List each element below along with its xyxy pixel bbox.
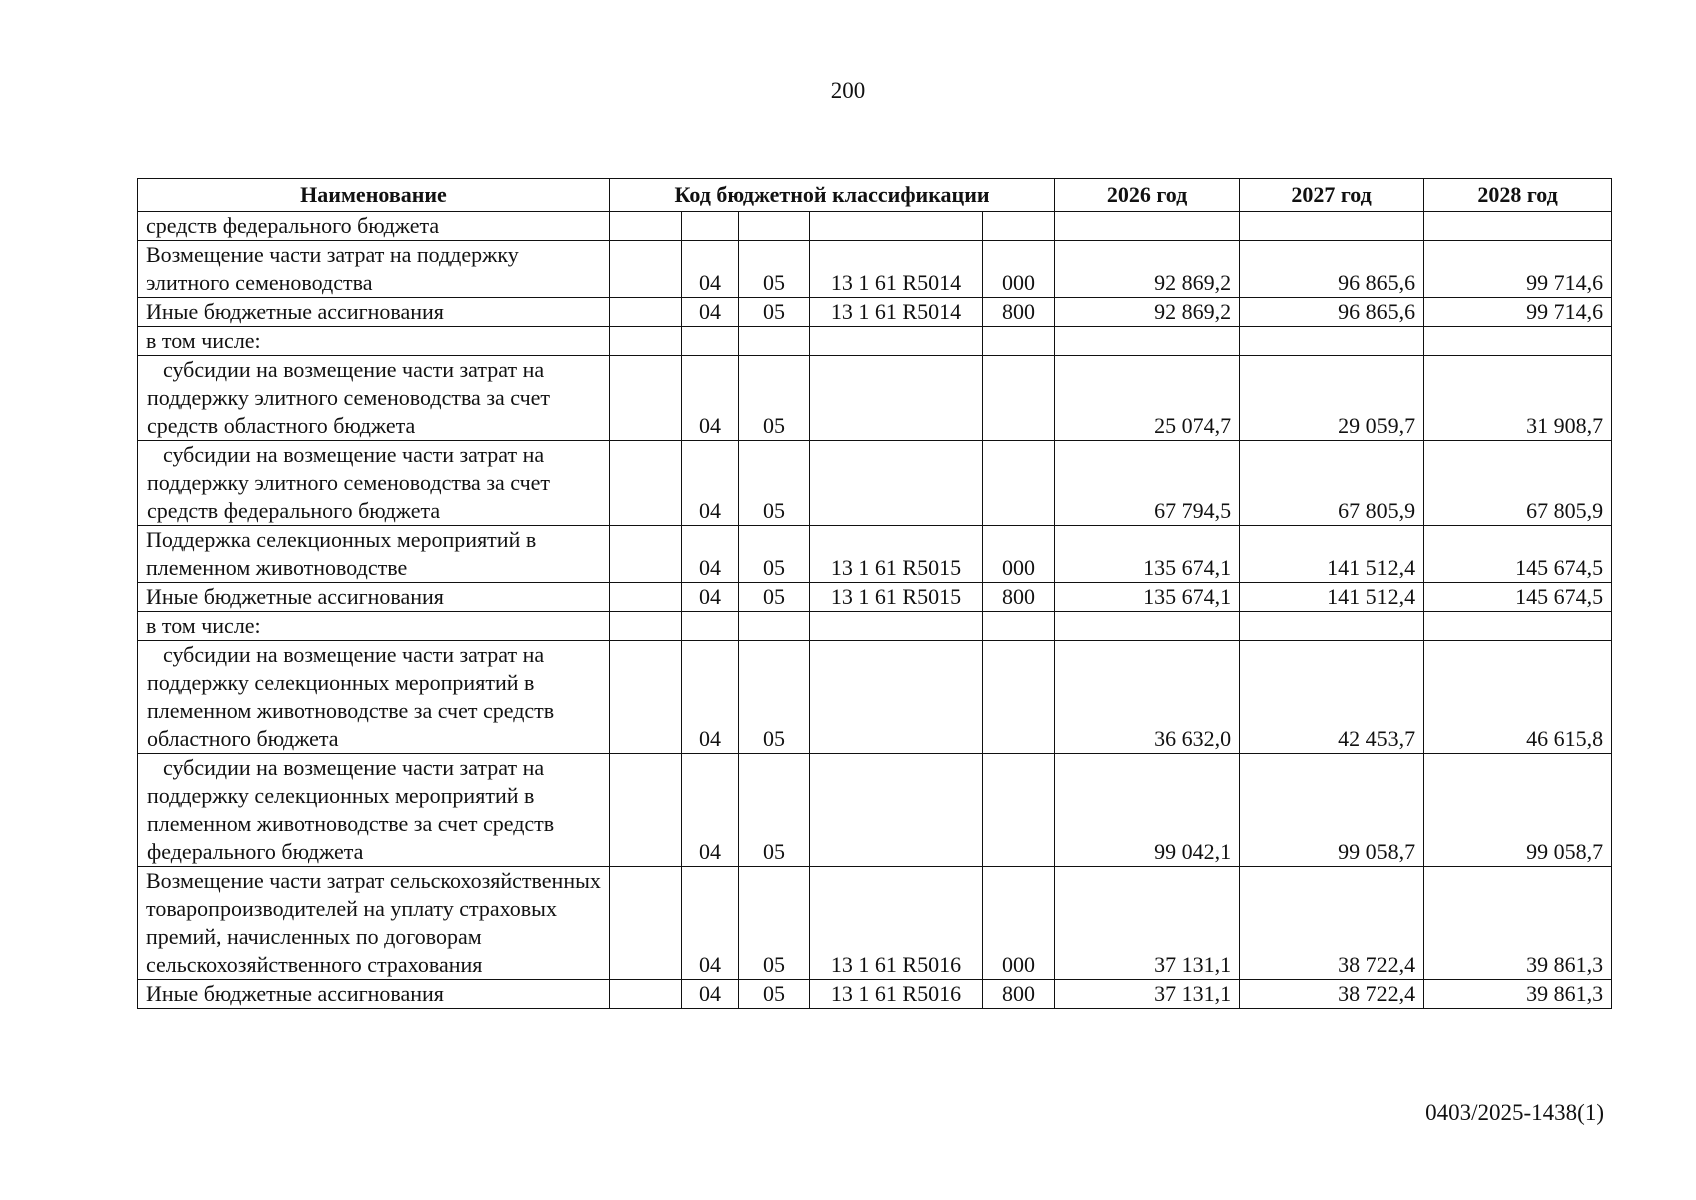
row-name: в том числе: [138,612,610,641]
budget-table [137,178,1612,1009]
code-cell-section [682,612,739,641]
value-2027 [1240,212,1424,241]
header-code: Код бюджетной классификации [610,179,1055,212]
header-2026: 2026 год [1055,179,1240,212]
row-name-text: субсидии на возмещение части затрат на поддержку элитного семеноводства за счет средств областного бюджета [147,357,551,438]
value-2026: 135 674,1 [1055,526,1240,583]
header-name: Наименование [138,179,610,212]
code-cell-expense-type: 800 [983,980,1055,1009]
code-cell-subsection: 05 [739,980,810,1009]
row-name: Иные бюджетные ассигнования [138,980,610,1009]
code-cell-expense-type [983,212,1055,241]
code-cell-section: 04 [682,526,739,583]
row-name [138,754,610,867]
row-name: Поддержка селекционных мероприятий в племенном животноводстве [138,526,610,583]
value-2026: 36 632,0 [1055,641,1240,754]
code-cell-target [810,327,983,356]
code-cell-subsection: 05 [739,356,810,441]
value-2027: 96 865,6 [1240,298,1424,327]
value-2028: 145 674,5 [1424,526,1612,583]
value-2027: 42 453,7 [1240,641,1424,754]
table-row [138,441,1612,526]
code-cell-1 [610,612,682,641]
table-row [138,980,1612,1009]
code-cell-expense-type: 000 [983,241,1055,298]
code-cell-expense-type: 800 [983,583,1055,612]
code-cell-section: 04 [682,754,739,867]
value-2028: 46 615,8 [1424,641,1612,754]
code-cell-1 [610,241,682,298]
table-row [138,867,1612,980]
code-cell-1 [610,212,682,241]
code-cell-section [682,212,739,241]
row-name: средств федерального бюджета [138,212,610,241]
value-2027 [1240,612,1424,641]
value-2027: 29 059,7 [1240,356,1424,441]
row-name-text: субсидии на возмещение части затрат на поддержку селекционных мероприятий в племенном животноводстве за счет средств областного бюджета [147,642,555,751]
row-name [138,356,610,441]
value-2026: 37 131,1 [1055,980,1240,1009]
value-2028: 31 908,7 [1424,356,1612,441]
code-cell-subsection: 05 [739,526,810,583]
table-row [138,641,1612,754]
row-name: Возмещение части затрат на поддержку элитного семеноводства [138,241,610,298]
table-row [138,526,1612,583]
code-cell-subsection: 05 [739,754,810,867]
value-2026: 37 131,1 [1055,867,1240,980]
table-row [138,356,1612,441]
value-2027: 67 805,9 [1240,441,1424,526]
value-2028: 39 861,3 [1424,980,1612,1009]
table-row [138,583,1612,612]
code-cell-target: 13 1 61 R5016 [810,980,983,1009]
value-2028: 39 861,3 [1424,867,1612,980]
code-cell-subsection: 05 [739,641,810,754]
code-cell-section: 04 [682,241,739,298]
row-name-text: субсидии на возмещение части затрат на поддержку селекционных мероприятий в племенном животноводстве за счет средств федерального бюджета [147,755,555,864]
value-2026 [1055,327,1240,356]
code-cell-expense-type [983,327,1055,356]
code-cell-expense-type [983,441,1055,526]
code-cell-subsection: 05 [739,583,810,612]
code-cell-target: 13 1 61 R5015 [810,583,983,612]
code-cell-section: 04 [682,867,739,980]
row-name: в том числе: [138,327,610,356]
code-cell-expense-type: 800 [983,298,1055,327]
value-2028 [1424,212,1612,241]
value-2027: 141 512,4 [1240,526,1424,583]
code-cell-expense-type [983,612,1055,641]
code-cell-subsection [739,612,810,641]
code-cell-target [810,356,983,441]
value-2026: 99 042,1 [1055,754,1240,867]
code-cell-1 [610,327,682,356]
value-2027: 38 722,4 [1240,980,1424,1009]
code-cell-subsection: 05 [739,867,810,980]
value-2026: 92 869,2 [1055,298,1240,327]
code-cell-1 [610,754,682,867]
code-cell-target [810,641,983,754]
table-body [138,212,1612,1009]
row-name: Иные бюджетные ассигнования [138,583,610,612]
value-2026: 135 674,1 [1055,583,1240,612]
code-cell-expense-type [983,754,1055,867]
code-cell-expense-type [983,641,1055,754]
code-cell-1 [610,867,682,980]
row-name-text: субсидии на возмещение части затрат на поддержку элитного семеноводства за счет средств федерального бюджета [147,442,551,523]
document-code: 0403/2025-1438(1) [1425,1100,1604,1125]
value-2028: 145 674,5 [1424,583,1612,612]
value-2028: 99 714,6 [1424,298,1612,327]
table-header-row [138,179,1612,212]
code-cell-1 [610,441,682,526]
code-cell-section: 04 [682,441,739,526]
header-2027: 2027 год [1240,179,1424,212]
code-cell-subsection: 05 [739,441,810,526]
code-cell-target: 13 1 61 R5015 [810,526,983,583]
value-2027 [1240,327,1424,356]
table-row [138,212,1612,241]
code-cell-subsection [739,212,810,241]
row-name: Возмещение части затрат сельскохозяйственных товаропроизводителей на уплату страховых премий, начисленных по договорам сельскохозяйственного страхования [138,867,610,980]
code-cell-expense-type [983,356,1055,441]
code-cell-section: 04 [682,641,739,754]
value-2026 [1055,612,1240,641]
value-2028 [1424,612,1612,641]
code-cell-1 [610,526,682,583]
value-2026 [1055,212,1240,241]
code-cell-1 [610,583,682,612]
value-2026: 67 794,5 [1055,441,1240,526]
table-row [138,298,1612,327]
header-2028: 2028 год [1424,179,1612,212]
table-row [138,754,1612,867]
value-2026: 25 074,7 [1055,356,1240,441]
code-cell-1 [610,356,682,441]
code-cell-1 [610,298,682,327]
page-number: 200 [830,78,866,103]
row-name [138,441,610,526]
value-2027: 141 512,4 [1240,583,1424,612]
row-name: Иные бюджетные ассигнования [138,298,610,327]
value-2028: 67 805,9 [1424,441,1612,526]
code-cell-section: 04 [682,583,739,612]
code-cell-target [810,441,983,526]
code-cell-section: 04 [682,980,739,1009]
value-2027: 38 722,4 [1240,867,1424,980]
row-name [138,641,610,754]
code-cell-expense-type: 000 [983,867,1055,980]
value-2027: 96 865,6 [1240,241,1424,298]
code-cell-section: 04 [682,356,739,441]
code-cell-target [810,754,983,867]
value-2028: 99 714,6 [1424,241,1612,298]
code-cell-section: 04 [682,298,739,327]
value-2027: 99 058,7 [1240,754,1424,867]
code-cell-section [682,327,739,356]
table-row [138,327,1612,356]
code-cell-subsection [739,327,810,356]
code-cell-target [810,612,983,641]
value-2026: 92 869,2 [1055,241,1240,298]
code-cell-1 [610,641,682,754]
value-2028 [1424,327,1612,356]
code-cell-subsection: 05 [739,298,810,327]
code-cell-subsection: 05 [739,241,810,298]
value-2028: 99 058,7 [1424,754,1612,867]
code-cell-target: 13 1 61 R5014 [810,298,983,327]
table-row [138,612,1612,641]
code-cell-target: 13 1 61 R5014 [810,241,983,298]
code-cell-1 [610,980,682,1009]
code-cell-expense-type: 000 [983,526,1055,583]
code-cell-target: 13 1 61 R5016 [810,867,983,980]
table-row [138,241,1612,298]
code-cell-target [810,212,983,241]
